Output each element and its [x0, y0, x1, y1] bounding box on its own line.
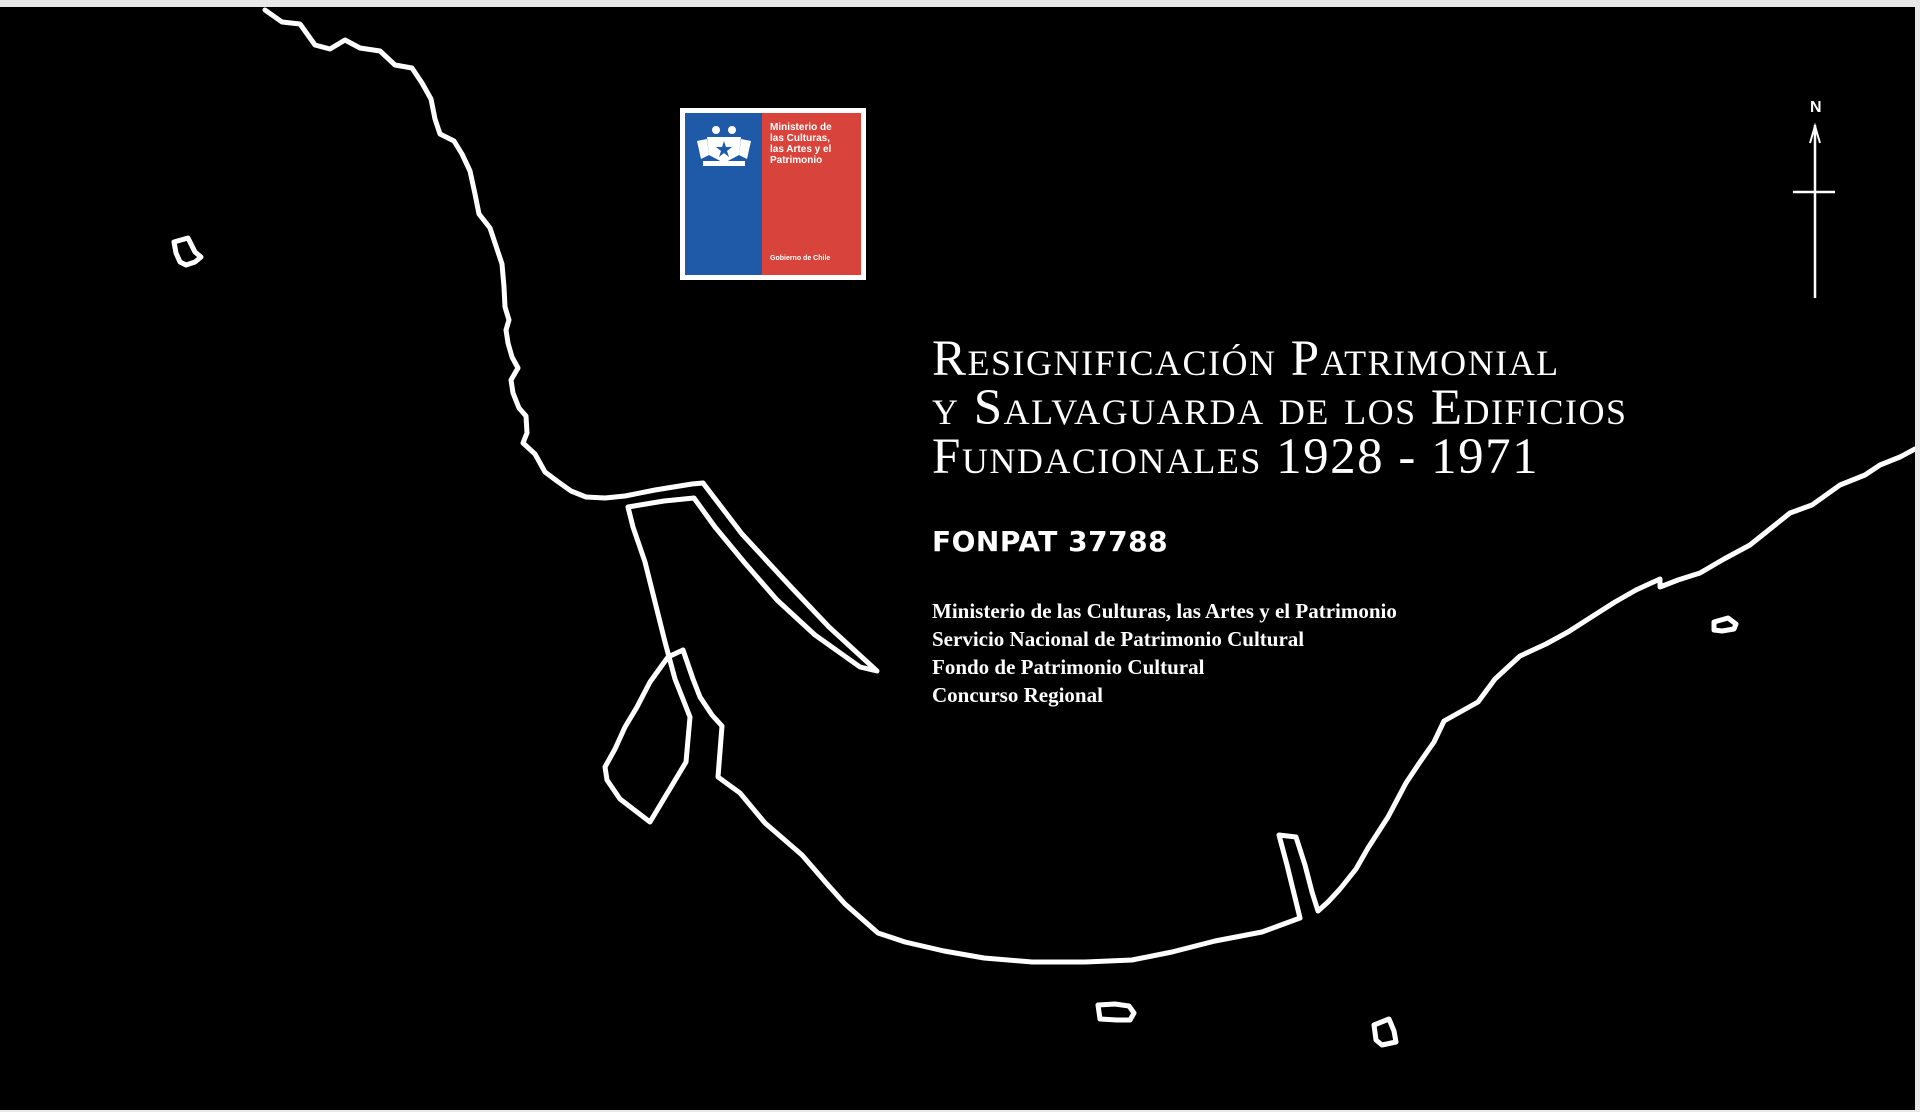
project-code: FONPAT 37788: [932, 525, 1169, 558]
logo-ministry-line: Ministerio de: [770, 122, 832, 133]
coastline-north: [265, 10, 703, 498]
organization-item: Concurso Regional: [932, 683, 1103, 707]
logo-ministry-line: las Artes y el: [770, 144, 832, 155]
poster-frame: [0, 7, 1915, 1110]
north-label: N: [1810, 99, 1822, 116]
organization-item: Fondo de Patrimonio Cultural: [932, 655, 1205, 679]
island-south-1: [1098, 1004, 1134, 1020]
jetty: [605, 483, 877, 822]
logo-ministry-line: las Culturas,: [770, 133, 831, 144]
organization-item: Ministerio de las Culturas, las Artes y el Patrimonio: [932, 599, 1397, 623]
organizations-list: [932, 597, 1397, 709]
logo-ministry-line: Patrimonio: [770, 155, 823, 166]
island-south-2: [1374, 1019, 1396, 1045]
island-west: [174, 238, 201, 265]
north-arrow-icon: [1775, 98, 1835, 308]
title-line: Fundacionales 1928 - 1971: [932, 429, 1540, 485]
organization-item: Servicio Nacional de Patrimonio Cultural: [932, 627, 1305, 651]
island-east: [1714, 618, 1736, 631]
chile-coat-of-arms-icon: [695, 121, 753, 171]
title-line: y Salvaguarda de los Edificios: [932, 380, 1628, 436]
logo-blue-panel: [685, 113, 762, 275]
logo-government-label: Gobierno de Chile: [770, 255, 831, 262]
coastline-map: [0, 7, 1915, 1110]
ministry-logo: [680, 108, 866, 280]
title-line: Resignificación Patrimonial: [932, 331, 1560, 387]
page-title: [932, 331, 1628, 485]
logo-red-panel: [762, 113, 861, 275]
